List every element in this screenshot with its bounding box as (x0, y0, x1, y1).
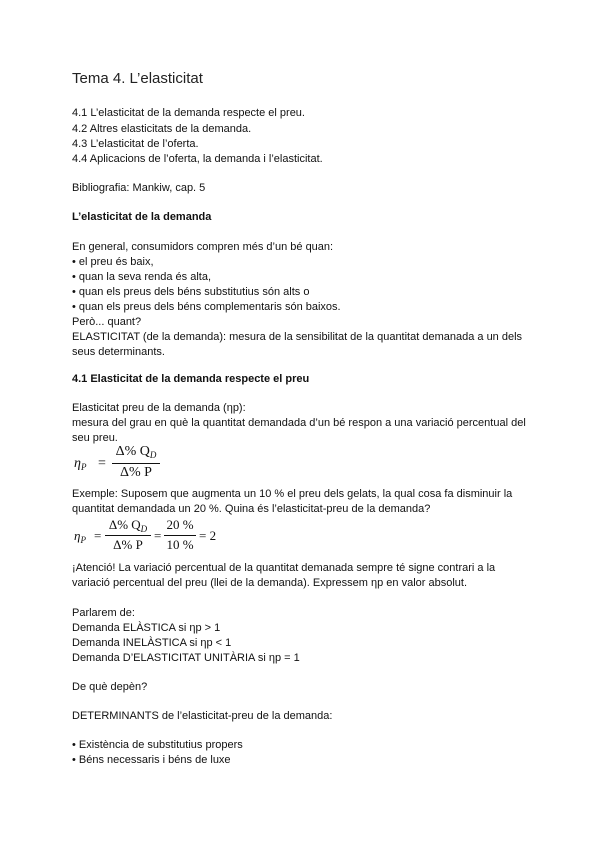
formula-example (72, 516, 232, 556)
bullet-item-4: • quan els preus dels béns complementaris són baixos. (72, 301, 341, 313)
fraction-bar (112, 463, 160, 464)
toc-item-1: 4.1 L’elasticitat de la demanda respecte el preu. (72, 107, 305, 119)
equals-sign: = (98, 456, 106, 471)
fraction-bar-2 (164, 535, 196, 536)
denominator-2: 10 % (166, 537, 194, 552)
page-title: Tema 4. L’elasticitat (72, 70, 203, 87)
fraction-bar (105, 535, 151, 536)
bullet-item-1: • el preu és baix, (72, 256, 154, 268)
note-line-1: ¡Atenció! La variació percentual de la quantitat demanada sempre té signe contrari a la (72, 562, 496, 574)
toc-item-4: 4.4 Aplicacions de l’oferta, la demanda i l’elasticitat. (72, 153, 323, 165)
class-elastic: Demanda ELÀSTICA si ηp > 1 (72, 622, 221, 634)
section-heading-elasticity: L’elasticitat de la demanda (72, 211, 212, 223)
numerator: Δ% Q (115, 444, 150, 459)
definition-line-4: seu preu. (72, 432, 118, 444)
toc-item-2: 4.2 Altres elasticitats de la demanda. (72, 123, 252, 135)
toc-item-3: 4.3 L’elasticitat de l’oferta. (72, 138, 199, 150)
numerator-subscript: D (149, 450, 157, 460)
class-inelastic: Demanda INELÀSTICA si ηp < 1 (72, 637, 232, 649)
definition-line-3: mesura del grau en què la quantitat demandada d’un bé respon a una variació percentual del (72, 417, 526, 429)
eta-symbol: η (74, 528, 81, 543)
definition-line-1: ELASTICITAT (de la demanda): mesura de la sensibilitat de la quantitat demanada a un dels (72, 331, 523, 343)
example-line-1: Exemple: Suposem que augmenta un 10 % el preu dels gelats, la qual cosa fa disminuir la (72, 488, 513, 500)
numerator: Δ% Q (108, 517, 141, 532)
result: = 2 (199, 528, 217, 543)
example-line-2: quantitat demandada un 20 %. Quina és l’elasticitat-preu de la demanda? (72, 503, 431, 515)
equals-sign: = (94, 528, 102, 543)
determinant-item-2: • Béns necessaris i béns de luxe (72, 754, 231, 766)
classes-intro: Parlarem de: (72, 607, 135, 619)
determinants-heading: DETERMINANTS de l’elasticitat-preu de la demanda: (72, 710, 333, 722)
determinant-item-1: • Existència de substitutius propers (72, 739, 243, 751)
eta-subscript: P (80, 535, 86, 545)
note-line-2: variació percentual del preu (llei de la demanda). Expressem ηp en valor absolut. (72, 577, 467, 589)
formula-price-elasticity (72, 444, 172, 484)
equals-sign-2: = (154, 528, 162, 543)
price-elasticity-label: Elasticitat preu de la demanda (ηp): (72, 402, 246, 414)
depends-question: De què depèn? (72, 681, 148, 693)
denominator: Δ% P (120, 465, 152, 480)
numerator-subscript: D (140, 524, 148, 534)
bullet-item-3: • quan els preus dels béns substitutius són alts o (72, 286, 310, 298)
numerator-2: 20 % (166, 517, 194, 532)
section-heading-price-elasticity: 4.1 Elasticitat de la demanda respecte el preu (72, 373, 310, 385)
intro-text: En general, consumidors compren més d’un bé quan: (72, 241, 334, 253)
eta-symbol: η (74, 456, 81, 471)
bullet-item-2: • quan la seva renda és alta, (72, 271, 211, 283)
definition-line-2: seus determinants. (72, 346, 165, 358)
question-text: Però... quant? (72, 316, 142, 328)
denominator: Δ% P (113, 537, 143, 552)
class-unitary: Demanda D’ELASTICITAT UNITÀRIA si ηp = 1 (72, 652, 300, 664)
eta-subscript: P (80, 462, 87, 472)
bibliography: Bibliografia: Mankiw, cap. 5 (72, 182, 206, 194)
